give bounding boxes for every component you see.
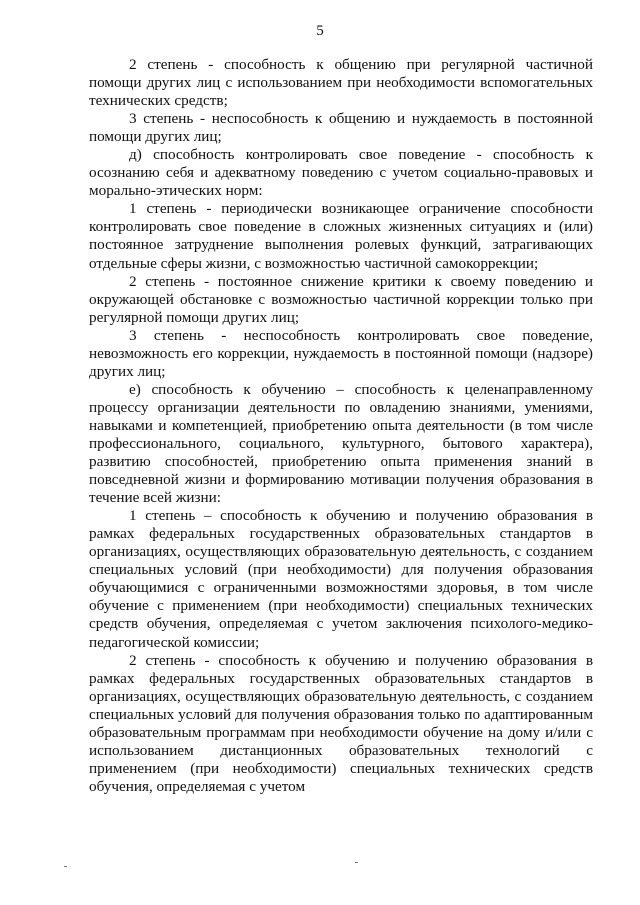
- paragraph-learning-definition: е) способность к обучению – способность к целенаправленному процессу организации деятельности по овладению знаниями, умениями, навыками и компетенцией, приобретению опыта деятельности (в том числе профессионального, социального, культурного, бытового характера), развитию способностей, приобретению опыта применения знаний в повседневной жизни и формированию мотивации получения образования в течение всей жизни:: [89, 380, 593, 507]
- paragraph-learning-degree-2: 2 степень - способность к обучению и получению образования в рамках федеральных государственных образовательных стандартов в организациях, осуществляющих образовательную деятельность, с созданием специальных условий для получения образования только по адаптированным образовательным программам при необходимости обучение на дому и/или с использованием дистанционных образовательных технологий с применением (при необходимости) специальных технических средств обучения, определяемая с учетом: [89, 651, 593, 795]
- paragraph-behavior-control-definition: д) способность контролировать свое поведение - способность к осознанию себя и адекватному поведению с учетом социально-правовых и морально-этических норм:: [89, 146, 593, 200]
- paragraph-behavior-control-degree-3: 3 степень - неспособность контролировать свое поведение, невозможность его коррекции, нуждаемость в постоянной помощи (надзоре) других лиц;: [89, 326, 593, 380]
- scan-artifact: [64, 866, 67, 867]
- document-body: [89, 56, 593, 796]
- paragraph-behavior-control-degree-1: 1 степень - периодически возникающее ограничение способности контролировать свое поведение в сложных жизненных ситуациях и (или) постоянное затруднение выполнения ролевых функций, затрагивающих отдельные сферы жизни, с возможностью частичной самокоррекции;: [89, 200, 593, 272]
- paragraph-behavior-control-degree-2: 2 степень - постоянное снижение критики к своему поведению и окружающей обстановке с возможностью частичной коррекции только при регулярной помощи других лиц;: [89, 272, 593, 326]
- paragraph-learning-degree-1: 1 степень – способность к обучению и получению образования в рамках федеральных государственных образовательных стандартов в организациях, осуществляющих образовательную деятельность, с созданием специальных условий (при необходимости) для получения образования обучающимися с ограниченными возможностями здоровья, в том числе обучение с применением (при необходимости) специальных технических средств обучения, определяемая с учетом заключения психолого-медико-педагогической комиссии;: [89, 507, 593, 651]
- paragraph-communication-degree-2: 2 степень - способность к общению при регулярной частичной помощи других лиц с использованием при необходимости вспомогательных технических средств;: [89, 56, 593, 110]
- scan-artifact: [355, 862, 358, 863]
- page-number: 5: [316, 23, 324, 39]
- paragraph-communication-degree-3: 3 степень - неспособность к общению и нуждаемость в постоянной помощи других лиц;: [89, 110, 593, 146]
